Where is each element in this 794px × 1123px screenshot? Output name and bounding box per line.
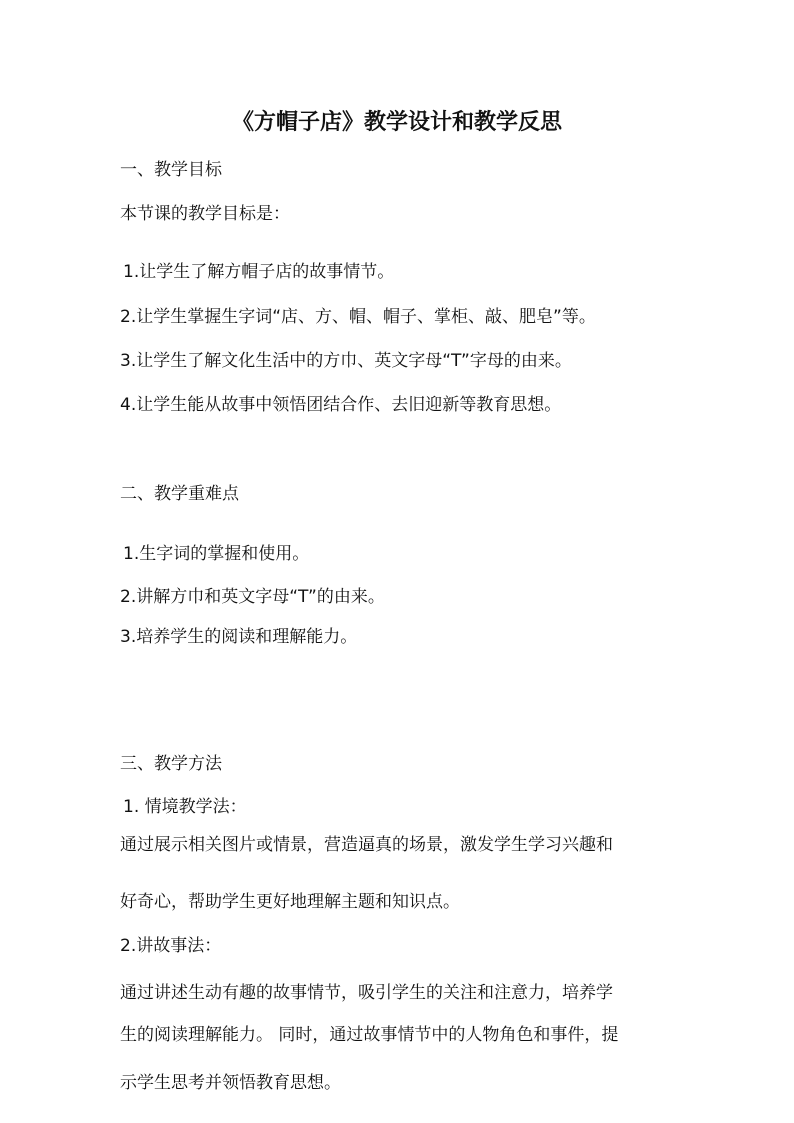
method-2-text-line-1: 通过讲述生动有趣的故事情节，吸引学生的关注和注意力，培养学 [120, 983, 613, 1003]
goal-item-2: 2.让学生掌握生字词“店、方、帽、帽子、掌柜、敲、肥皂”等。 [120, 307, 596, 327]
goal-item-3: 3.让学生了解文化生活中的方巾、英文字母“T”字母的由来。 [120, 351, 572, 371]
goal-item-4: 4.让学生能从故事中领悟团结合作、去旧迎新等教育思想。 [120, 395, 562, 415]
method-1-text-line-1: 通过展示相关图片或情景，营造逼真的场景，激发学生学习兴趣和 [120, 835, 613, 855]
key-point-item-1: 1.生字词的掌握和使用。 [123, 544, 310, 564]
method-1-text-line-2: 好奇心，帮助学生更好地理解主题和知识点。 [120, 892, 460, 912]
method-2-text-line-2: 生的阅读理解能力。 同时，通过故事情节中的人物角色和事件，提 [120, 1025, 619, 1045]
key-point-item-3: 3.培养学生的阅读和理解能力。 [120, 627, 358, 647]
method-2-text-line-3: 示学生思考并领悟教育思想。 [120, 1073, 341, 1093]
section-heading-goals: 一、教学目标 [120, 160, 222, 180]
document-title: 《方帽子店》教学设计和教学反思 [231, 110, 562, 135]
goals-intro: 本节课的教学目标是： [120, 204, 290, 224]
goal-item-1: 1.让学生了解方帽子店的故事情节。 [123, 262, 395, 282]
method-2-label: 2.讲故事法： [120, 936, 222, 956]
key-point-item-2: 2.讲解方巾和英文字母“T”的由来。 [120, 587, 385, 607]
section-heading-methods: 三、教学方法 [120, 754, 222, 774]
method-1-label: 1. 情境教学法： [123, 797, 247, 817]
section-heading-key-points: 二、教学重难点 [120, 484, 239, 504]
